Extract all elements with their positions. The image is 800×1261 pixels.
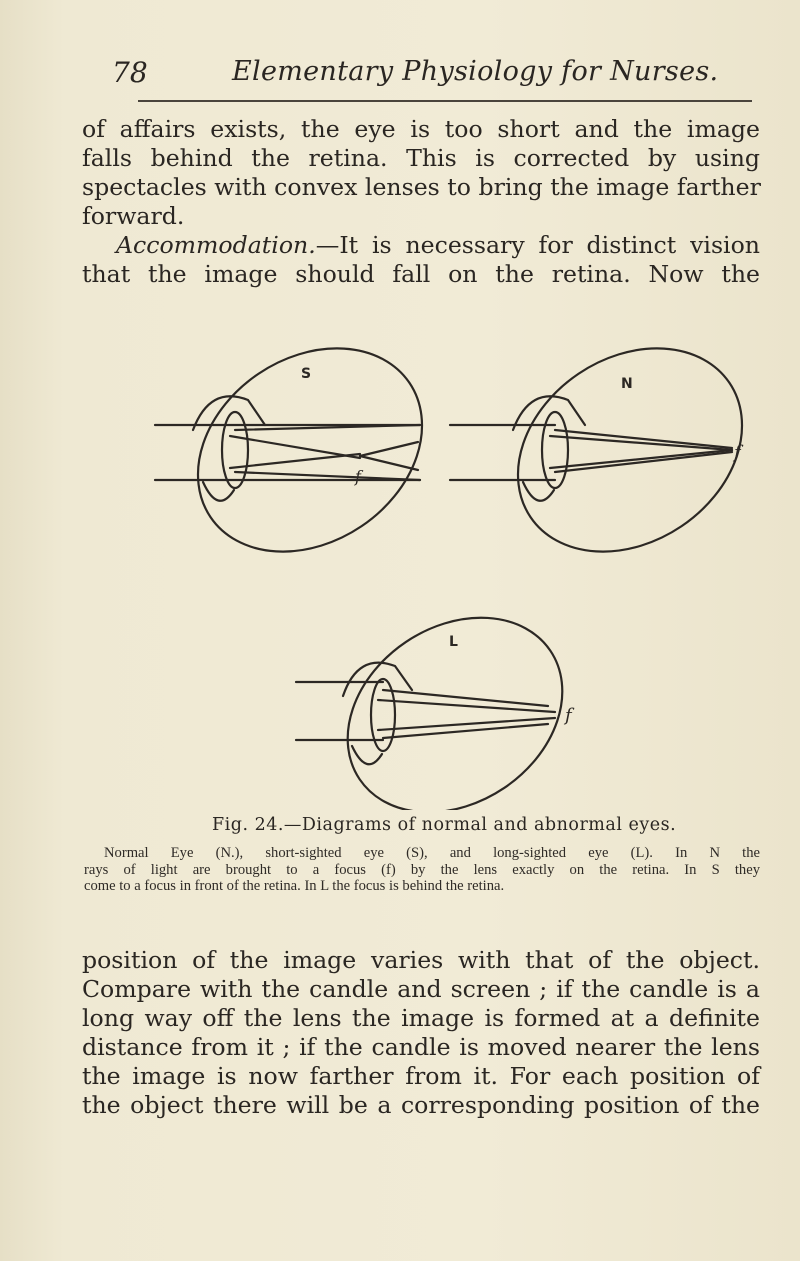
accommodation-heading: Accommodation. <box>116 231 316 259</box>
label-normal: N <box>621 376 633 392</box>
text-line: the object there will be a corresponding position of the <box>82 1091 760 1119</box>
focus-label-normal: f <box>734 442 741 463</box>
caption-line: come to a focus in front of the retina. In L the focus is behind the retina. <box>84 878 505 894</box>
eye-diagram-long <box>296 578 600 810</box>
eyeball-long <box>310 578 599 810</box>
header-rule <box>138 100 752 102</box>
accommodation-line <box>82 231 760 260</box>
text-line: long way off the lens the image is formed at a definite <box>82 1004 760 1032</box>
text-line: of affairs exists, the eye is too short and the image <box>82 115 760 143</box>
focus-label-short: f <box>355 467 361 486</box>
text-line: distance from it ; if the candle is moved nearer the lens <box>82 1033 760 1061</box>
text-line: forward. <box>82 202 185 230</box>
page-number: 78 <box>112 56 148 89</box>
bottom-paragraph <box>82 946 760 1120</box>
eye-diagrams-svg <box>100 330 760 810</box>
text-line: position of the image varies with that of the object. <box>82 946 760 974</box>
eye-diagram-normal <box>450 330 760 593</box>
label-short: S <box>301 366 312 382</box>
label-long: L <box>449 634 458 650</box>
accommodation-text: —It is necessary for distinct vision <box>315 231 760 259</box>
running-head <box>112 52 752 96</box>
caption-line: rays of light are brought to a focus (f) by the lens exactly on the retina. In S they <box>84 861 760 878</box>
figure-caption-title: Fig. 24.—Diagrams of normal and abnormal eyes. <box>212 815 677 835</box>
text-line: spectacles with convex lenses to bring the image farther <box>82 173 761 201</box>
eye-diagrams-figure <box>100 330 760 810</box>
text-line: Compare with the candle and screen ; if the candle is a <box>82 975 760 1003</box>
lens-normal <box>542 412 568 488</box>
text-line: the image is now farther from it. For each position of <box>82 1062 760 1090</box>
text-line: that the image should fall on the retina. Now the <box>82 260 760 288</box>
book-title: Elementary Physiology for Nurses. <box>232 56 719 87</box>
focus-label-long: f <box>565 705 572 726</box>
caption-line: Normal Eye (N.), short-sighted eye (S), and long-sighted eye (L). In N the <box>104 845 760 861</box>
top-paragraph <box>82 115 760 289</box>
text-line: falls behind the retina. This is corrected by using <box>82 144 760 172</box>
lens-short <box>222 412 248 488</box>
figure-caption-body <box>84 845 760 895</box>
